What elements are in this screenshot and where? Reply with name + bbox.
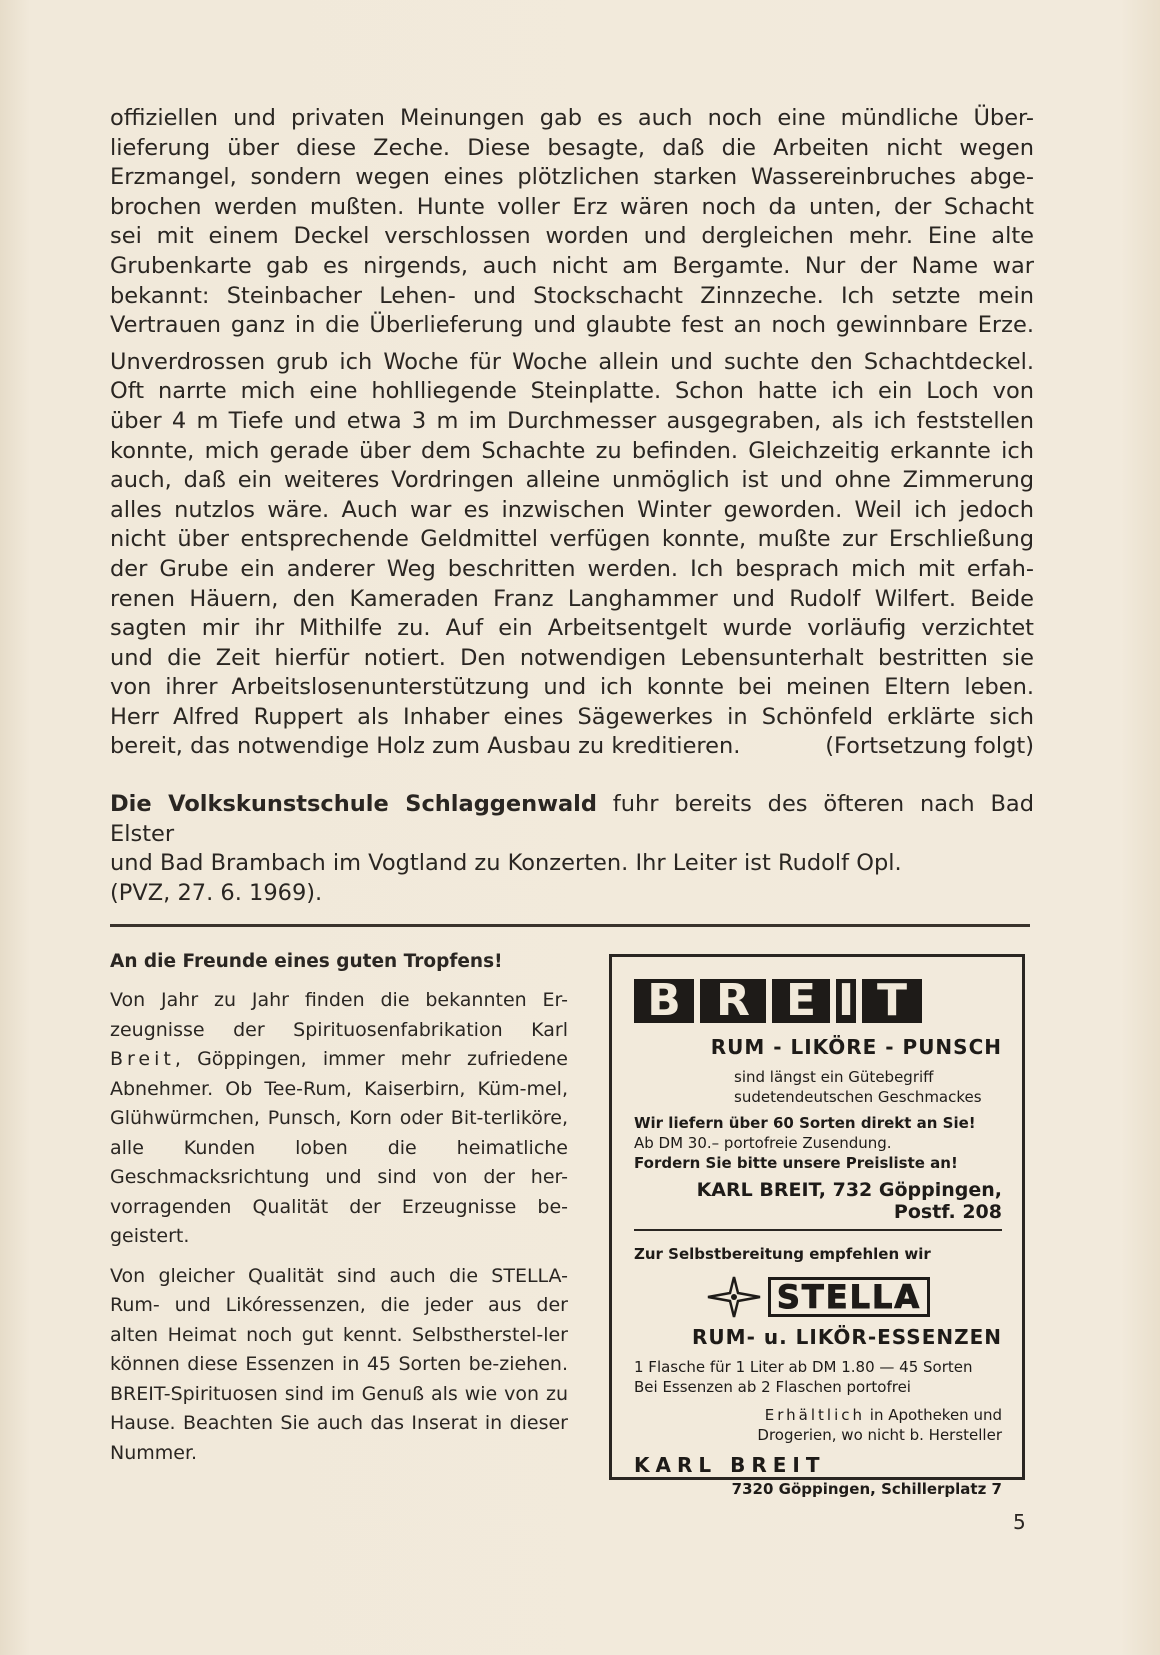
ad-karl-breit: KARL BREIT	[634, 1453, 826, 1477]
article-paragraph-1	[110, 986, 568, 1252]
ad-line-2: sudetendeutschen Geschmackes	[734, 1088, 982, 1106]
ad-address-2: 7320 Göppingen, Schillerplatz 7	[731, 1480, 1002, 1498]
paragraph-1-line: offiziellen und privaten Meinungen gab es auch noch eine mündliche Über-	[110, 105, 1034, 131]
article-p1-part-a: Von Jahr zu Jahr finden die bekannten Er-zeugnisse der Spirituosenfabrikation Karl	[110, 989, 568, 1041]
paragraph-1-line: brochen werden mußten. Hunte voller Erz wären noch da unten, der Schacht	[110, 193, 1034, 220]
logo-letter-b: B	[634, 979, 694, 1023]
paragraph-1	[110, 104, 1034, 341]
paragraph-1-line: Erzmangel, sondern wegen eines plötzlichen starken Wassereinbruches abge-	[110, 164, 1034, 191]
ad-erh-rest: in Apotheken und	[865, 1406, 1002, 1424]
breit-logo	[634, 979, 1002, 1023]
paragraph-2-line: sagten mir ihr Mithilfe zu. Auf ein Arbeitsentgelt wurde vorläufig verzichtet	[110, 615, 1034, 642]
paragraph-1-line: sei mit einem Deckel verschlossen worden und dergleichen mehr. Eine alte	[110, 223, 1034, 250]
paragraph-2-line: Oft narrte mich eine hohlliegende Steinplatte. Schon hatte ich ein Loch von	[110, 378, 1034, 405]
ad-availability	[634, 1405, 1002, 1425]
ad-line-1: sind längst ein Gütebegriff	[734, 1068, 934, 1086]
paragraph-2-line: renen Häuern, den Kameraden Franz Langhammer und Rudolf Wilfert. Beide	[110, 585, 1034, 612]
paragraph-2-line: über 4 m Tiefe und etwa 3 m im Durchmesser ausgegraben, als ich feststellen	[110, 407, 1034, 434]
paragraph-2-line: Herr Alfred Ruppert als Inhaber eines Sägewerkes in Schönfeld erklärte sich	[110, 703, 1034, 730]
main-text	[110, 104, 1034, 915]
paragraph-1-line: Grubenkarte gab es nirgends, auch nicht am Bergamte. Nur der Name war	[110, 252, 1034, 279]
paragraph-2-line: Unverdrossen grub ich Woche für Woche allein und suchte den Schachtdeckel.	[110, 348, 1034, 375]
paragraph-2-line: alles nutzlos wäre. Auch war es inzwischen Winter geworden. Weil ich jedoch	[110, 496, 1034, 523]
star-icon	[706, 1275, 762, 1319]
paragraph-1-line: Vertrauen ganz in die Überlieferung und glaubte fest an noch gewinnbare Erze.	[110, 312, 1034, 339]
notice-source: (PVZ, 27. 6. 1969).	[110, 879, 323, 906]
page-number: 5	[1013, 1510, 1026, 1534]
ad-offer-1: Wir liefern über 60 Sorten direkt an Sie!	[634, 1114, 976, 1132]
paragraph-2-line: auch, daß ein weiteres Vordringen alleine unmöglich ist und ohne Zimmerung	[110, 467, 1034, 494]
logo-letter-e: E	[772, 979, 830, 1023]
ad-portofrei: Bei Essenzen ab 2 Flaschen portofrei	[634, 1378, 911, 1396]
paragraph-2-line: und die Zeit hierfür notiert. Den notwendigen Lebensunterhalt bestritten sie	[110, 644, 1034, 671]
ad-subtitle: RUM - LIKÖRE - PUNSCH	[710, 1035, 1002, 1059]
notice-text-1: fuhr bereits des öfteren nach Bad Elster	[110, 791, 1034, 847]
stella-logo	[634, 1275, 1002, 1319]
paragraph-1-line: bekannt: Steinbacher Lehen- und Stockschacht Zinnzeche. Ich setzte mein	[110, 282, 1034, 309]
section-divider	[110, 924, 1030, 927]
paragraph-2	[110, 348, 1034, 762]
ad-drogerien: Drogerien, wo nicht b. Hersteller	[757, 1426, 1002, 1444]
article-p1-part-b: , Göppingen, immer mehr zufriedene Abnehmer. Ob Tee-Rum, Kaiserbirn, Küm-mel, Glühwürmchen, Punsch, Korn oder Bit-terliköre, alle Kunden loben die heimatliche Geschmacksrichtung und sind von der her-vorragenden Qualität der Erzeugnisse be-geistert.	[110, 1048, 568, 1247]
logo-letter-t: T	[862, 979, 922, 1023]
article-paragraph-2: Von gleicher Qualität sind auch die STELLA-Rum- und Likóressenzen, die jeder aus der alten Heimat noch gut kennt. Selbstherstel-ler können diese Essenzen in 45 Sorten be-ziehen. BREIT-Spirituosen sind im Genuß als wie von zu Hause. Beachten Sie auch das Inserat in dieser Nummer.	[110, 1264, 568, 1464]
ad-erhaeltlich: Erhältlich	[764, 1406, 866, 1424]
paragraph-2-line: der Grube ein anderer Weg beschritten werden. Ich besprach mich mit erfah-	[110, 555, 1034, 582]
paragraph-2-last-line	[110, 732, 1034, 762]
paragraph-1-line: lieferung über diese Zeche. Diese besagte, daß die Arbeiten nicht wegen	[110, 134, 1034, 161]
notice-bold: Die Volkskunstschule Schlaggenwald	[110, 791, 597, 818]
fortsetzung-label: (Fortsetzung folgt)	[825, 733, 1034, 760]
stella-wordmark: STELLA	[768, 1277, 930, 1317]
paragraph-2-line: konnte, mich gerade über dem Schachte zu befinden. Gleichzeitig erkannte ich	[110, 437, 1034, 464]
notice-paragraph	[110, 790, 1034, 908]
breit-advertisement	[609, 954, 1025, 1498]
article-breit-spaced: Breit	[110, 1048, 175, 1070]
ad-offer-2: Ab DM 30.– portofreie Zusendung.	[634, 1134, 892, 1152]
notice-text-2: und Bad Brambach im Vogtland zu Konzerten. Ihr Leiter ist Rudolf Opl.	[110, 850, 902, 877]
paragraph-2-line: von ihrer Arbeitslosenunterstützung und ich konnte bei meinen Eltern leben.	[110, 674, 1034, 701]
paragraph-2-last-text: bereit, das notwendige Holz zum Ausbau zu kreditieren.	[110, 733, 741, 760]
logo-letter-r: R	[700, 979, 766, 1023]
article-column	[110, 950, 568, 1478]
paragraph-2-line: nicht über entsprechende Geldmittel verfügen konnte, mußte zur Erschließung	[110, 526, 1034, 553]
ad-offer-3: Fordern Sie bitte unsere Preisliste an!	[634, 1154, 958, 1172]
article-heading: An die Freunde eines guten Tropfens!	[110, 951, 503, 972]
ad-essenzen: RUM- u. LIKÖR-ESSENZEN	[692, 1325, 1002, 1349]
ad-flasche: 1 Flasche für 1 Liter ab DM 1.80 — 45 Sorten	[634, 1358, 973, 1376]
logo-letter-i: I	[837, 979, 855, 1023]
ad-recommend: Zur Selbstbereitung empfehlen wir	[634, 1245, 931, 1263]
ad-address: KARL BREIT, 732 Göppingen, Postf. 208	[634, 1179, 1002, 1231]
